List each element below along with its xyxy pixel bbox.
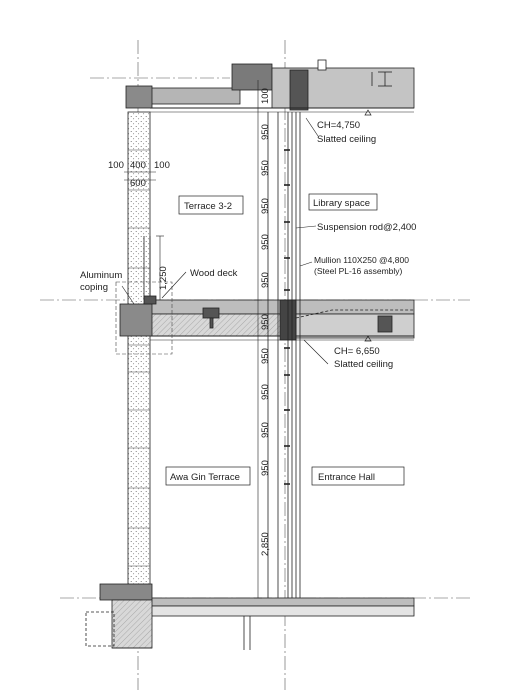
wood-deck-label: Wood deck [190,268,238,279]
dim-lower-4: 950 [260,460,271,476]
dim-upper-top: 100 [260,88,271,104]
mullion-label-1: Mullion 110X250 @4,800 [314,255,409,265]
dim-parapet: 1,250 [158,266,169,290]
aluminum-coping-label-1: Aluminum [80,270,123,281]
dim-wall-right: 100 [154,160,170,171]
slatted-ceiling-upper-label: Slatted ceiling [317,134,377,145]
curtain-wall-mullion [268,112,300,598]
slatted-ceiling-lower-label: Slatted ceiling [334,359,394,370]
suspension-rod-label: Suspension rod@2,400 [317,222,417,233]
dim-upper-3: 950 [260,198,271,214]
awa-gin-terrace-label: Awa Gin Terrace [170,472,240,483]
dim-lower-3: 950 [260,422,271,438]
dim-lower-2: 950 [260,384,271,400]
dim-upper-4: 950 [260,234,271,250]
terrace-upper-label: Terrace 3-2 [184,201,233,212]
library-label: Library space [313,198,371,209]
dim-wall-total: 600 [130,178,146,189]
mullion-label-2: (Steel PL-16 assembly) [314,266,403,276]
dim-upper-1: 950 [260,124,271,140]
dim-lower-1: 950 [260,348,271,364]
ground-slab [86,584,414,650]
dim-lower-bottom: 2,850 [260,532,271,556]
dim-slab-gap: 950 [260,314,271,330]
dim-wall-mid: 400 [130,160,146,171]
dim-upper-2: 950 [260,160,271,176]
ch-marker-upper [365,110,371,115]
entrance-hall-label: Entrance Hall [318,472,376,483]
ch-lower-label: CH= 6,650 [334,346,380,357]
ch-upper-label: CH=4,750 [317,120,361,131]
dim-wall-left: 100 [108,160,124,171]
dim-upper-5: 950 [260,272,271,288]
aluminum-coping-label-2: coping [80,282,108,293]
